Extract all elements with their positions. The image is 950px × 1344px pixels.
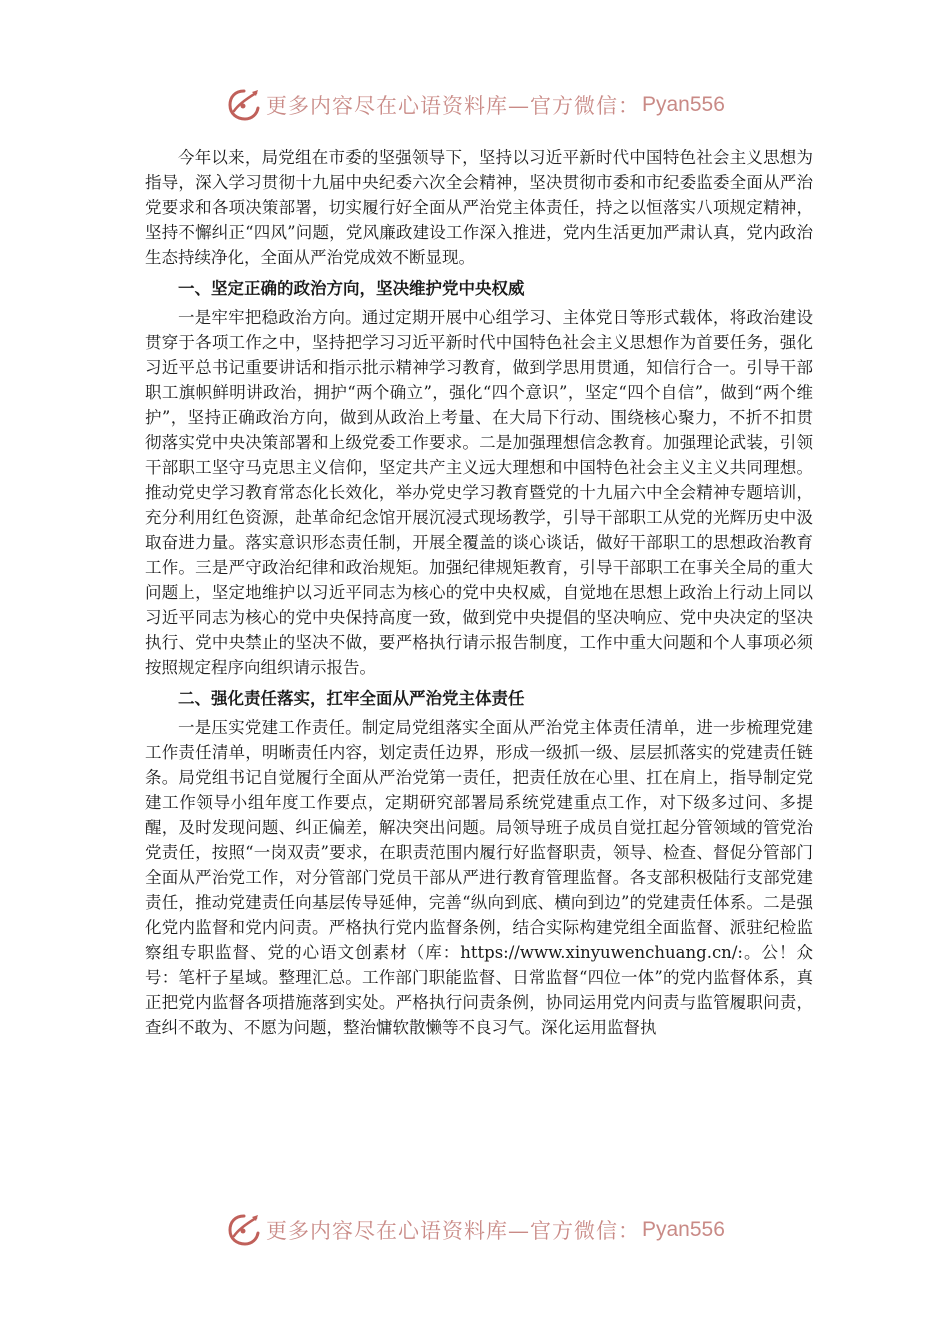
section-2-paragraph: 一是压实党建工作责任。制定局党组落实全面从严治党主体责任清单，进一步梳理党建工作责任清单，明晰责任内容，划定责任边界，形成一级抓一级、层层抓落实的党建责任链条。局党组书记自觉履行全面从严治党第一责任，把责任放在心里、扛在肩上，指导制定党建工作领导小组年度工作要点，定期研究部署局系统党建重点工作，对下级多过问、多提醒，及时发现问题、纠正偏差，解决突出问题。局领导班子成员自觉扛起分管领域的管党治党责任，按照“一岗双责”要求，在职责范围内履行好监督职责，领导、检查、督促分管部门全面从严治党工作，对分管部门党员干部从严进行教育管理监督。各支部积极陆行支部党建责任，推动党建责任向基层传导延伸，完善“纵向到底、横向到边”的党建责任体系。二是强化党内监督和党内问责。严格执行党内监督条例，结合实际构建党组全面监督、派驻纪检监察组专职监督、党的心语文创素材（库：https://www.xinyuwenchuang.cn/:。公！众号：笔杆子星域。整理汇总。工作部门职能监督、日常监督“四位一体”的党内监督体系，真正把党内监督各项措施落到实处。严格执行问责条例，协同运用党内问责与监管履职问责，查纠不敢为、不愿为问题，整治慵软散懒等不良习气。深化运用监督执: [145, 718, 813, 1037]
header-banner: [226, 87, 746, 123]
document-body: [145, 145, 813, 1040]
banner-text: 更多内容尽在心语资料库—官方微信：: [266, 1219, 640, 1243]
intro-paragraph: 今年以来，局党组在市委的坚强领导下，坚持以习近平新时代中国特色社会主义思想为指导，深入学习贯彻十九届中央纪委六次全会精神，坚决贯彻市委和市纪委监委全面从严治党要求和各项决策部署，切实履行好全面从严治党主体责任，持之以恒落实八项规定精神，坚持不懈纠正“四风”问题，党风廉政建设工作深入推进，党内生活更加严肃认真，党内政治生态持续净化，全面从严治党成效不断显现。: [145, 148, 813, 267]
section-2-heading: 二、强化责任落实，扛牢全面从严治党主体责任: [178, 689, 525, 708]
banner-wechat-id: Pyan556: [642, 1218, 725, 1241]
banner-text: 更多内容尽在心语资料库—官方微信：: [266, 94, 640, 118]
section-1-paragraph: 一是牢牢把稳政治方向。通过定期开展中心组学习、主体党日等形式载体，将政治建设贯穿于各项工作之中，坚持把学习习近平新时代中国特色社会主义思想作为首要任务，强化习近平总书记重要讲话和指示批示精神学习教育，做到学思用贯通，知信行合一。引导干部职工旗帜鲜明讲政治，拥护“两个确立”，强化“四个意识”，坚定“四个自信”，做到“两个维护”，坚持正确政治方向，做到从政治上考量、在大局下行动、围绕核心聚力，不折不扣贯彻落实党中央决策部署和上级党委工作要求。二是加强理想信念教育。加强理论武装，引领干部职工坚守马克思主义信仰，坚定共产主义远大理想和中国特色社会主义主义共同理想。推动党史学习教育常态化长效化，举办党史学习教育暨党的十九届六中全会精神专题培训，充分利用红色资源，赴革命纪念馆开展沉浸式现场教学，引导干部职工从党的光辉历史中汲取奋进力量。落实意识形态责任制，开展全覆盖的谈心谈话，做好干部职工的思想政治教育工作。三是严守政治纪律和政治规矩。加强纪律规矩教育，引导干部职工在事关全局的重大问题上，坚定地维护以习近平同志为核心的党中央权威，自觉地在思想上政治上行动上同以习近平同志为核心的党中央保持高度一致，做到党中央提倡的坚决响应、党中央决定的坚决执行、党中央禁止的坚决不做，要严格执行请示报告制度，工作中重大问题和个人事项必须按照规定程序向组织请示报告。: [145, 308, 813, 677]
banner-wechat-id: Pyan556: [642, 93, 725, 116]
footer-banner: [226, 1212, 746, 1248]
pen-circle-logo-icon: [226, 1212, 262, 1248]
section-1-heading: 一、坚定正确的政治方向，坚决维护党中央权威: [178, 279, 525, 298]
pen-circle-logo-icon: [226, 87, 262, 123]
